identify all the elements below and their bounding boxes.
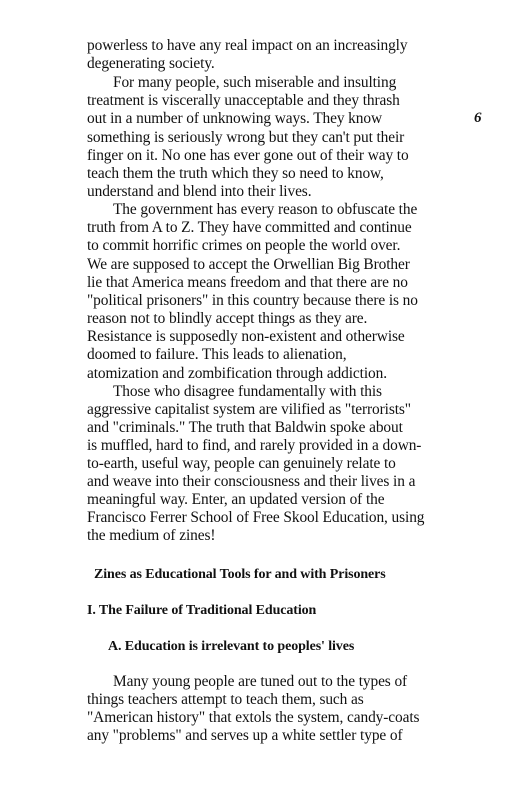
- text-line: the medium of zines!: [87, 527, 216, 544]
- text-line: meaningful way. Enter, an updated version of the: [87, 491, 385, 508]
- text-line: to-earth, useful way, people can genuinely relate to: [87, 455, 396, 472]
- text-line: For many people, such miserable and insulting: [113, 74, 397, 91]
- text-line: to commit horrific crimes on people the world over.: [87, 237, 401, 254]
- text-line: finger on it. No one has ever gone out of their way to: [87, 147, 409, 164]
- text-line: Those who disagree fundamentally with this: [113, 383, 382, 400]
- text-line: atomization and zombification through addiction.: [87, 365, 387, 382]
- text-line: "American history" that extols the system, candy-coats: [87, 709, 420, 726]
- text-line: understand and blend into their lives.: [87, 183, 312, 200]
- section-title: Zines as Educational Tools for and with Prisoners: [94, 567, 386, 582]
- text-line: Francisco Ferrer School of Free Skool Education, using: [87, 509, 425, 526]
- text-line: any "problems" and serves up a white settler type of: [87, 727, 403, 744]
- text-line: doomed to failure. This leads to alienation,: [87, 346, 347, 363]
- section-heading: I. The Failure of Traditional Education: [87, 603, 317, 618]
- text-line: lie that America means freedom and that there are no: [87, 274, 408, 291]
- subsection-heading: A. Education is irrelevant to peoples' lives: [108, 639, 355, 654]
- text-line: things teachers attempt to teach them, such as: [87, 691, 364, 708]
- text-line: degenerating society.: [87, 55, 215, 72]
- margin-note: 6: [474, 110, 482, 126]
- text-line: teach them the truth which they so need to know,: [87, 165, 384, 182]
- text-line: We are supposed to accept the Orwellian Big Brother: [87, 256, 410, 273]
- text-line: reason not to blindly accept things as they are.: [87, 310, 368, 327]
- text-line: truth from A to Z. They have committed and continue: [87, 219, 412, 236]
- text-line: Many young people are tuned out to the types of: [113, 673, 408, 690]
- text-line: and "criminals." The truth that Baldwin spoke about: [87, 419, 403, 436]
- text-line: out in a number of unknowing ways. They know: [87, 110, 382, 127]
- text-line: "political prisoners" in this country because there is no: [87, 292, 418, 309]
- text-line: is muffled, hard to find, and rarely provided in a down-: [87, 437, 422, 454]
- text-line: Resistance is supposedly non-existent and otherwise: [87, 328, 405, 345]
- text-line: The government has every reason to obfuscate the: [113, 201, 418, 218]
- text-line: treatment is viscerally unacceptable and they thrash: [87, 92, 400, 109]
- text-line: and weave into their consciousness and their lives in a: [87, 473, 416, 490]
- text-line: aggressive capitalist system are vilified as "terrorists": [87, 401, 411, 418]
- text-line: something is seriously wrong but they can't put their: [87, 129, 405, 146]
- text-line: powerless to have any real impact on an increasingly: [87, 37, 408, 54]
